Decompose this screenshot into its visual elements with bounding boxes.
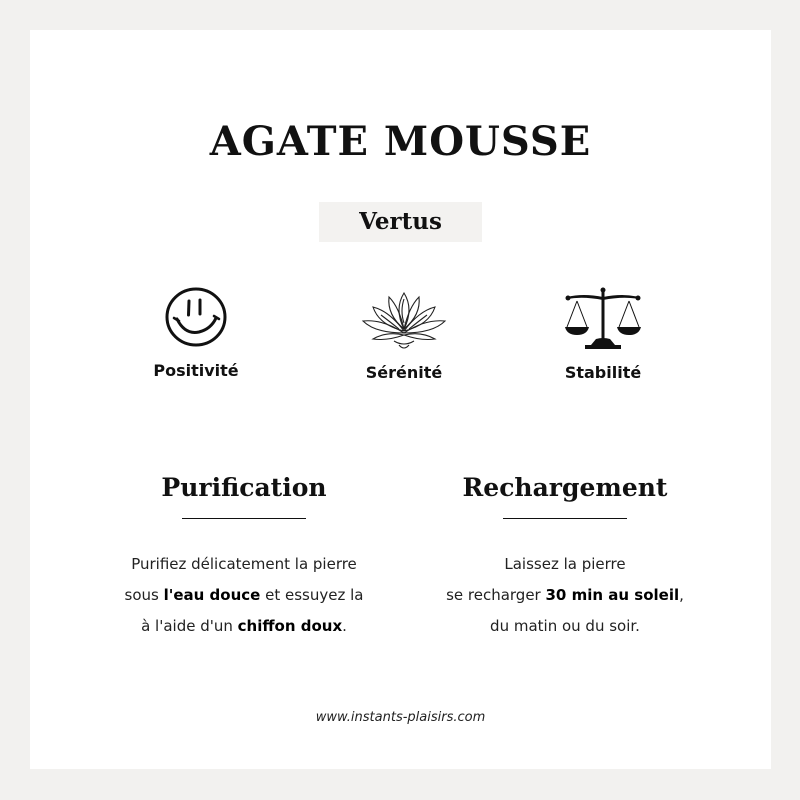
recharge-text (415, 549, 715, 642)
text-emphasis: l'eau douce (163, 586, 261, 604)
text-segment: Laissez la pierre (504, 555, 626, 573)
text-segment: sous (124, 586, 164, 604)
virtue-label: Stabilité (564, 363, 642, 382)
divider (503, 518, 627, 519)
divider (182, 518, 306, 519)
text-line (415, 611, 715, 642)
text-line (94, 549, 394, 580)
virtue-serenite (324, 285, 484, 382)
text-line (94, 611, 394, 642)
smiley-icon (163, 285, 229, 349)
purification-heading: Purification (161, 473, 327, 502)
virtue-label: Sérénité (365, 363, 443, 382)
footer-website: www.instants-plaisirs.com (315, 710, 486, 725)
recharge-heading: Rechargement (462, 473, 668, 502)
virtues-heading: Vertus (319, 202, 482, 242)
text-emphasis: 30 min au soleil (545, 586, 680, 604)
text-line (415, 580, 715, 611)
virtue-positivite (116, 285, 276, 380)
text-segment: du matin ou du soir. (490, 617, 640, 635)
recharge-section (415, 468, 715, 642)
text-line (94, 580, 394, 611)
text-segment: . (342, 617, 347, 635)
text-emphasis: chiffon doux (237, 617, 343, 635)
text-segment: et essuyez la (260, 586, 364, 604)
info-card (30, 30, 771, 769)
lotus-icon (359, 285, 449, 351)
scales-icon (563, 285, 643, 351)
text-segment: , (679, 586, 684, 604)
purification-section (94, 468, 394, 642)
text-segment: à l'aide d'un (141, 617, 238, 635)
text-line (415, 549, 715, 580)
page-title: AGATE MOUSSE (209, 118, 592, 165)
virtue-label: Positivité (153, 361, 239, 380)
text-segment: Purifiez délicatement la pierre (131, 555, 357, 573)
purification-text (94, 549, 394, 642)
text-segment: se recharger (446, 586, 546, 604)
virtue-stabilite (523, 285, 683, 382)
